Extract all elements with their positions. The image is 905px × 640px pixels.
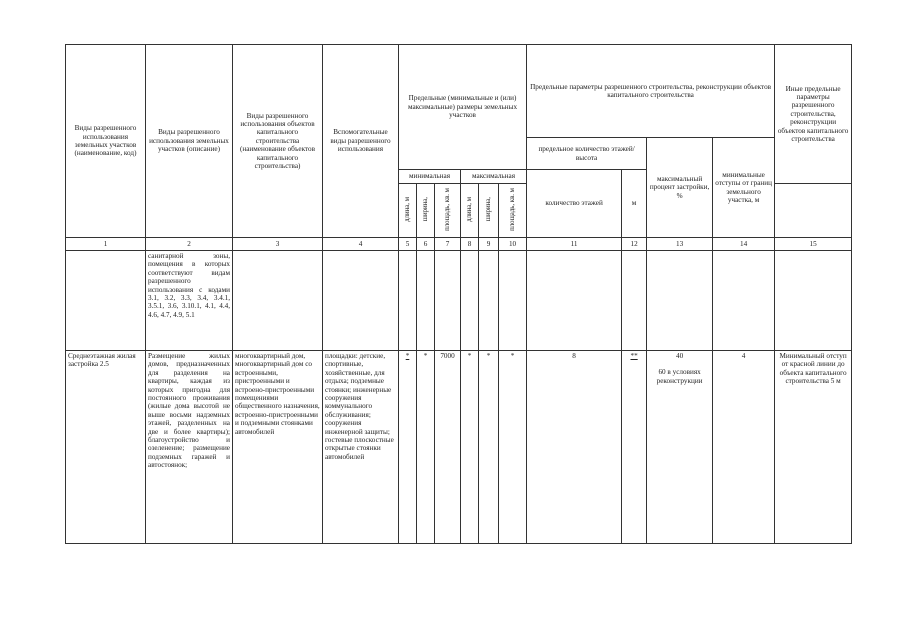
- header-floors-height: предельное количество этажей/высота: [527, 138, 647, 170]
- max-percent-reconstruction: 60 в условиях реконструкции: [656, 368, 703, 385]
- cell-min-width: *: [417, 351, 435, 544]
- header-auxiliary-use: Вспомогательные виды разрешенного использования: [323, 45, 399, 238]
- column-number: 12: [622, 238, 647, 251]
- cell-max-length: *: [461, 351, 479, 544]
- header-max-width: ширина,: [479, 184, 499, 238]
- cell-setbacks: 4: [713, 351, 775, 544]
- table-row: [66, 351, 852, 544]
- column-number: 13: [647, 238, 713, 251]
- header-land-use-description: Виды разрешенного использования земельных участков (описание): [146, 45, 233, 238]
- column-number: 4: [323, 238, 399, 251]
- header-building-use: Виды разрешенного использования объектов капитального строительства (наименование объектов капитального строительства): [233, 45, 323, 238]
- header-min: минимальная: [399, 170, 461, 184]
- header-min-width: ширина,: [417, 184, 435, 238]
- column-number: 6: [417, 238, 435, 251]
- cell-min-area: 7000: [435, 351, 461, 544]
- cell-land-use-name: Среднеэтажная жилая застройка 2.5: [66, 351, 146, 544]
- cell-description-continued: санитарной зоны, помещения в которых соответствуют видам разрешенного использования с кодами 3.1, 3.2, 3.3, 3.4, 3.4.1, 3.5.1, 3.6, 3.10.1, 4.1, 4.4, 4.6, 4.7, 4.9, 5.1: [146, 251, 233, 351]
- cell-min-length: *: [399, 351, 417, 544]
- header-max-percent: максимальный процент застройки, %: [647, 138, 713, 238]
- column-number: 3: [233, 238, 323, 251]
- header-m: м: [622, 170, 647, 238]
- column-number: 10: [499, 238, 527, 251]
- cell-auxiliary-use: площадки: детские, спортивные, хозяйственные, для отдыха; подземные стоянки; инженерные сооружения коммунального обслуживания; сооружения инженерной защиты; гостевые плоскостные открытые стоянки автомобилей: [323, 351, 399, 544]
- land-use-parameters-table: [65, 44, 852, 544]
- column-number: 15: [775, 238, 852, 251]
- column-number: 14: [713, 238, 775, 251]
- header-other-empty: [775, 184, 852, 238]
- cell-building-use: многоквартирный дом, многоквартирный дом со встроенными, пристроенными и встроено-пристроенными помещениями общественного назначения, встроенно-пристроенными и подземными стоянками автомобилей: [233, 351, 323, 544]
- column-number: 2: [146, 238, 233, 251]
- table-row: [66, 251, 852, 351]
- column-number: 5: [399, 238, 417, 251]
- column-number: 7: [435, 238, 461, 251]
- column-number: 11: [527, 238, 622, 251]
- cell-floors: 8: [527, 351, 622, 544]
- header-max-length: длина, м: [461, 184, 479, 238]
- cell-max-percent: [647, 351, 713, 544]
- header-floors: количество этажей: [527, 170, 622, 238]
- header-min-length: длина, м: [399, 184, 417, 238]
- max-percent-value: 40: [675, 352, 684, 360]
- cell-land-use-description: Размещение жилых домов, предназначенных для разделения на квартиры, каждая из которых пригодна для постоянного проживания (жилые дома высотой не выше восьми надземных этажей, разделенных на две и более квартиры); благоустройство и озеленение; размещение подземных гаражей и автостоянок;: [146, 351, 233, 544]
- header-max: максимальная: [461, 170, 527, 184]
- header-setbacks: минимальные отступы от границ земельного участка, м: [713, 138, 775, 238]
- cell-max-area: *: [499, 351, 527, 544]
- column-number: 9: [479, 238, 499, 251]
- cell-height-m: **: [622, 351, 647, 544]
- header-other-params: Иные предельные параметры разрешенного строительства, реконструкции объектов капитального строительства: [775, 45, 852, 184]
- header-plot-sizes: Предельные (минимальные и (или) максимальные) размеры земельных участков: [399, 45, 527, 170]
- column-number: 1: [66, 238, 146, 251]
- header-building-params: Предельные параметры разрешенного строительства, реконструкции объектов капитального строительства: [527, 45, 775, 138]
- column-number-row: [66, 238, 852, 251]
- column-number: 8: [461, 238, 479, 251]
- cell-other-params: Минимальный отступ от красной линии до объекта капитального строительства 5 м: [775, 351, 852, 544]
- cell-max-width: *: [479, 351, 499, 544]
- regulations-table-sheet: [65, 44, 851, 547]
- header-min-area: площадь, кв. м: [435, 184, 461, 238]
- header-land-use-name: Виды разрешенного использования земельных участков (наименование, код): [66, 45, 146, 238]
- header-max-area: площадь, кв. м: [499, 184, 527, 238]
